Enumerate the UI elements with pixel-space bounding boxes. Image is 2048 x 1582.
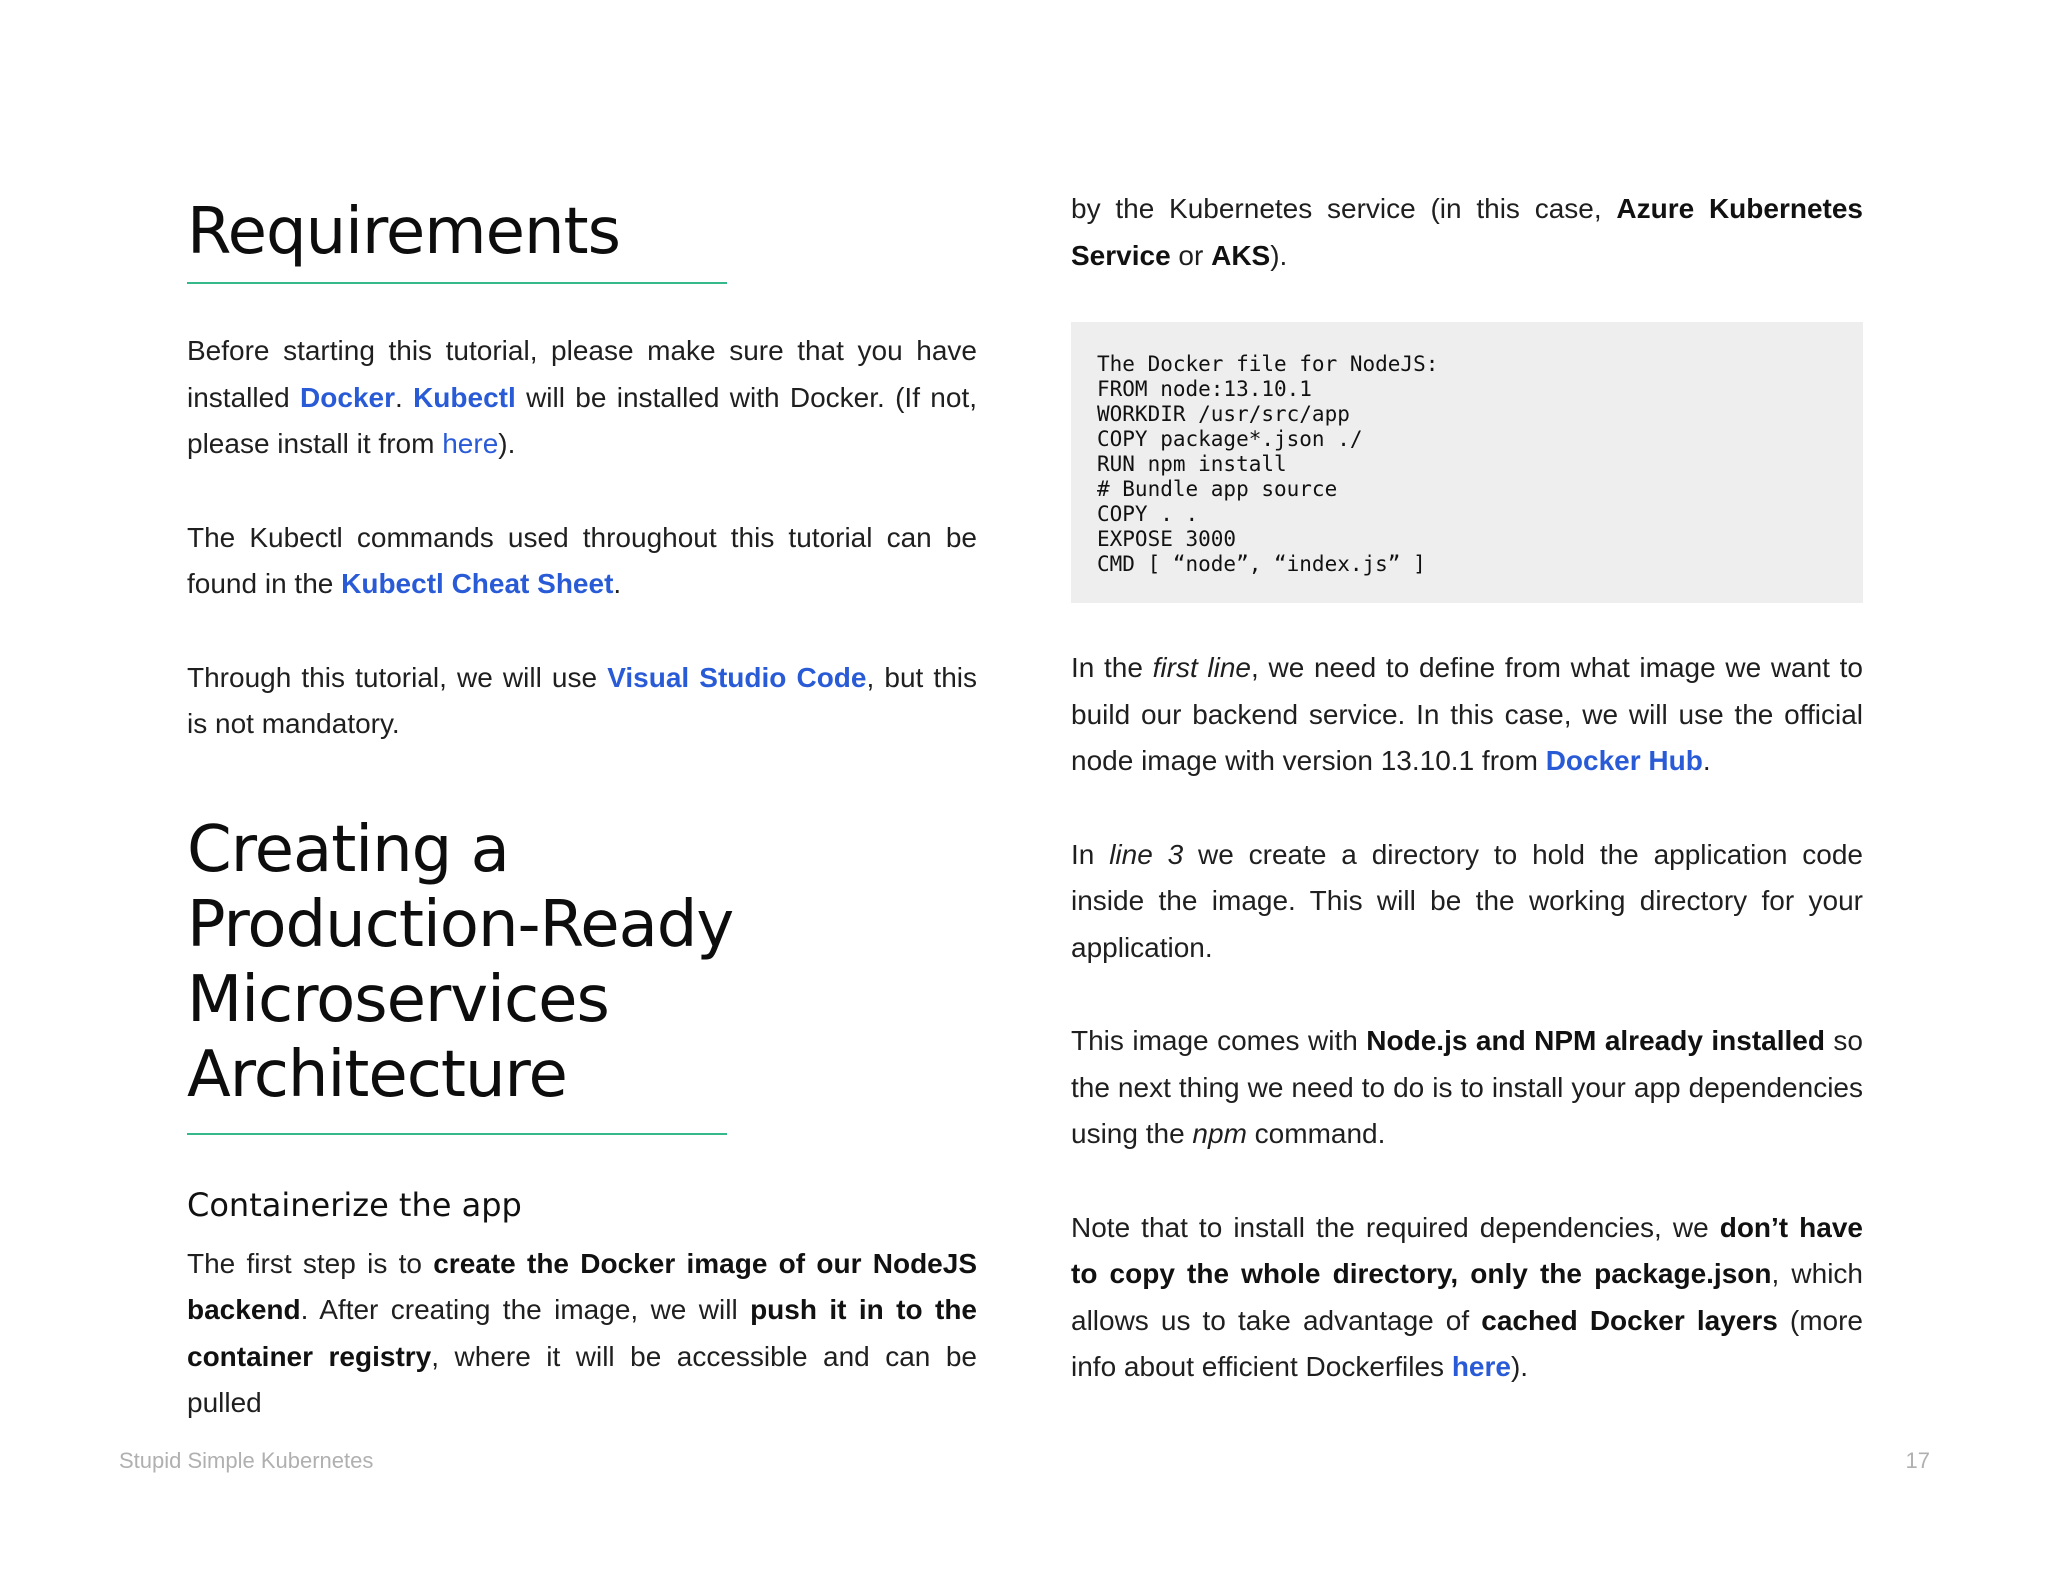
- code-line: COPY . .: [1097, 502, 1199, 526]
- dockerfiles-here-link[interactable]: here: [1451, 1351, 1511, 1382]
- continuation-paragraph: by the Kubernetes service (in this case, Azure Kubernetes Service or AKS).: [1071, 193, 1863, 271]
- code-line: EXPOSE 3000: [1097, 527, 1237, 551]
- code-line: CMD [ “node”, “index.js” ]: [1097, 552, 1426, 576]
- creating-architecture-heading: Creating a Production-Ready Microservices Architecture: [187, 812, 734, 1112]
- code-line: FROM node:13.10.1: [1097, 377, 1312, 401]
- page-number: 17: [1905, 1448, 1930, 1473]
- footer-book-title: Stupid Simple Kubernetes: [119, 1448, 374, 1473]
- heading-underline: [187, 1133, 727, 1135]
- containerize-subheading: Containerize the app: [187, 1185, 522, 1224]
- install-here-link[interactable]: here: [442, 428, 499, 459]
- dependencies-paragraph: Note that to install the required dependencies, we don’t have to copy the whole directory, only the package.json, which allows us to take advantage of cached Docker layers (more info about efficient Dockerfiles here).: [1071, 1211, 1864, 1382]
- requirements-heading: Requirements: [187, 195, 620, 269]
- line-3-paragraph: In line 3 we create a directory to hold the application code inside the image. This will be the working directory for your application.: [1071, 838, 1864, 963]
- requirements-paragraph-3: Through this tutorial, we will use Visual Studio Code, but this is not mandatory.: [187, 661, 977, 739]
- requirements-paragraph-2: The Kubectl commands used throughout this tutorial can be found in the Kubectl Cheat Sheet.: [187, 521, 977, 599]
- dockerfile-code-block: [1071, 322, 1863, 603]
- left-column: [187, 186, 977, 1427]
- code-line: The Docker file for NodeJS:: [1097, 352, 1439, 376]
- containerize-paragraph: The first step is to create the Docker image of our NodeJS backend. After creating the image, we will push it in to the container registry, where it will be accessible and can be pulled: [187, 1247, 978, 1418]
- first-line-paragraph: In the first line, we need to define from what image we want to build our backend service. In this case, we will use the official node image with version 13.10.1 from Docker Hub.: [1071, 652, 1863, 776]
- requirements-paragraph-1: Before starting this tutorial, please make sure that you have installed Docker. Kubectl will be installed with Docker. (If not, please install it from here).: [187, 335, 977, 459]
- code-line: COPY package*.json ./: [1097, 427, 1363, 451]
- node-npm-paragraph: This image comes with Node.js and NPM already installed so the next thing we need to do is to install your app dependencies using the npm command.: [1071, 1025, 1863, 1149]
- right-column: [1071, 186, 1863, 1391]
- kubectl-cheat-sheet-link[interactable]: Kubectl Cheat Sheet: [341, 568, 614, 599]
- kubectl-link[interactable]: Kubectl: [413, 381, 516, 413]
- code-line: RUN npm install: [1097, 452, 1287, 476]
- docker-link[interactable]: Docker: [300, 381, 395, 413]
- code-line: WORKDIR /usr/src/app: [1097, 402, 1350, 426]
- code-line: # Bundle app source: [1097, 477, 1338, 501]
- docker-hub-link[interactable]: Docker Hub: [1545, 745, 1703, 776]
- visual-studio-code-link[interactable]: Visual Studio Code: [607, 661, 867, 693]
